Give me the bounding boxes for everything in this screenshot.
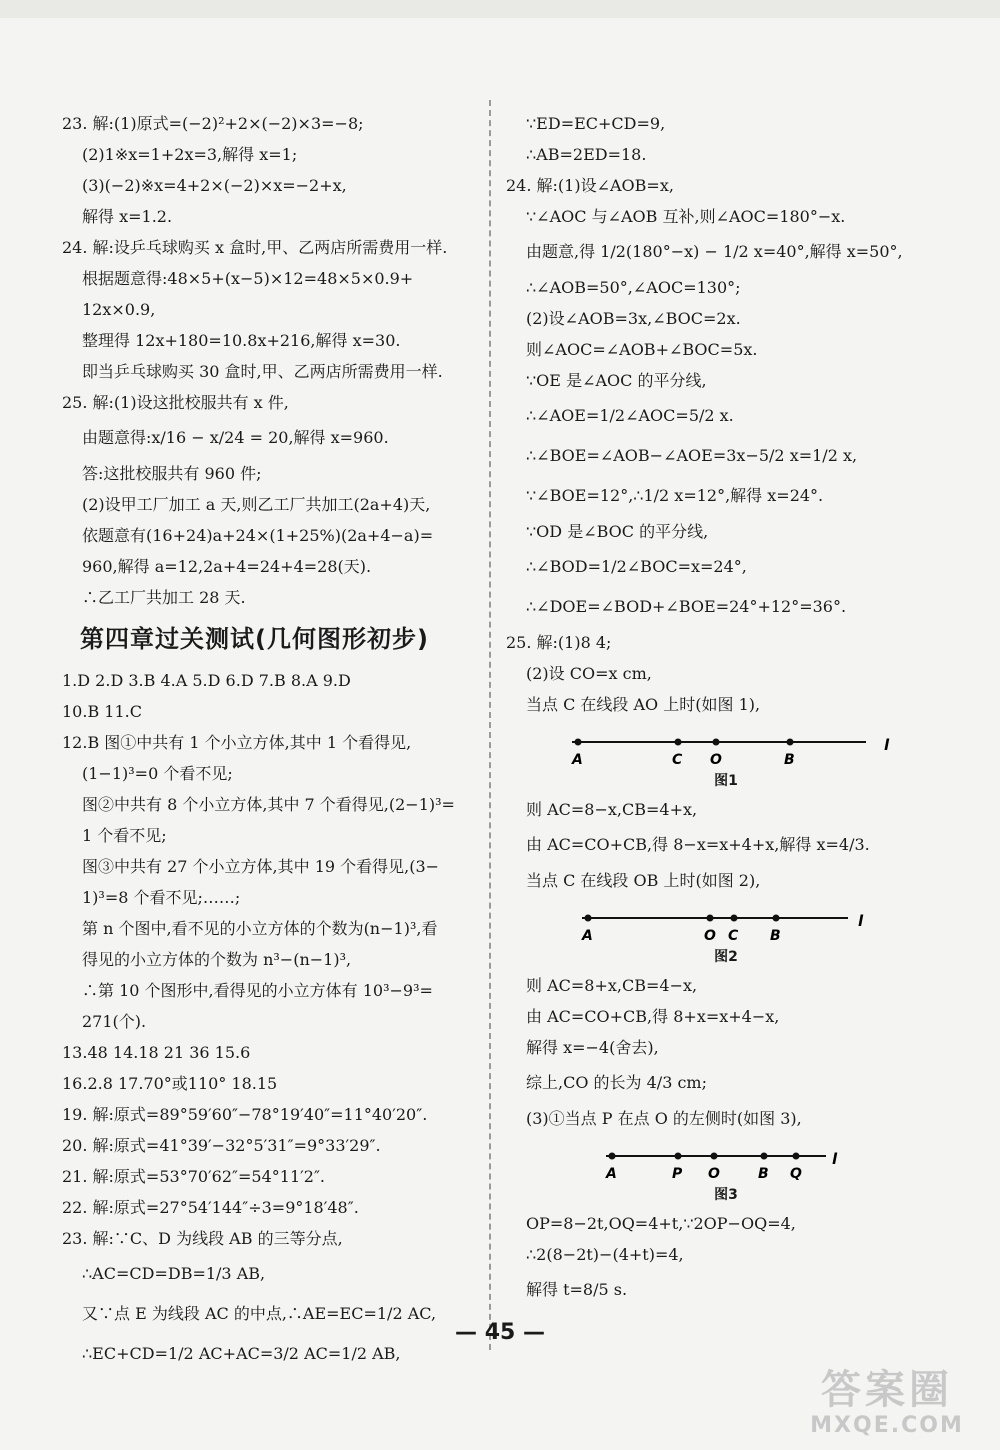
answer-line: 960,解得 a=12,2a+4=24+4=28(天). <box>82 557 372 576</box>
point-label: A <box>572 752 583 768</box>
column-divider <box>489 100 491 1350</box>
site-watermark <box>792 1367 982 1438</box>
point-label: C <box>728 928 739 944</box>
point-a <box>585 915 592 922</box>
point-label: O <box>710 752 722 768</box>
answer-line: 10.B 11.C <box>62 702 142 721</box>
answer-line: OP=8−2t,OQ=4+t,∵2OP−OQ=4, <box>526 1214 796 1233</box>
answer-line: 当点 C 在线段 AO 上时(如图 1), <box>526 695 761 714</box>
answer-line: ∴2(8−2t)−(4+t)=4, <box>526 1245 684 1264</box>
answer-line: (1−1)³=0 个看不见; <box>82 764 233 783</box>
point-q <box>793 1153 800 1160</box>
number-line-figure-3 <box>506 1134 946 1208</box>
point-o <box>711 1153 718 1160</box>
answer-line: ∴AB=2ED=18. <box>526 145 647 164</box>
figure-caption: 图3 <box>714 1187 738 1203</box>
point-label: Q <box>790 1166 802 1182</box>
answer-line: ∵∠BOE=12°,∴1/2 x=12°,解得 x=24°. <box>526 486 824 505</box>
answer-line: (2)设甲工厂加工 a 天,则乙工厂共加工(2a+4)天, <box>82 495 431 514</box>
answer-line: 25. 解:(1)设这批校服共有 x 件, <box>62 393 289 412</box>
answer-line: 由题意得:x/16 − x/24 = 20,解得 x=960. <box>82 428 389 447</box>
point-label: B <box>758 1166 769 1182</box>
answer-line: 12x×0.9, <box>82 300 156 319</box>
answer-line: 23. 解:(1)原式=(−2)²+2×(−2)×3=−8; <box>62 114 364 133</box>
answer-line: 当点 C 在线段 OB 上时(如图 2), <box>526 871 761 890</box>
point-c <box>675 739 682 746</box>
answer-line: 图②中共有 8 个小立方体,其中 7 个看得见,(2−1)³= <box>82 795 455 814</box>
figure-caption: 图1 <box>714 773 738 789</box>
answer-line: 13.48 14.18 21 36 15.6 <box>62 1043 251 1062</box>
answer-line: ∴∠BOE=∠AOB−∠AOE=3x−5/2 x=1/2 x, <box>526 446 858 465</box>
answer-line: 16.2.8 17.70°或110° 18.15 <box>62 1074 278 1093</box>
answer-line: (2)设∠AOB=3x,∠BOC=2x. <box>526 309 741 328</box>
answer-line: 23. 解:∵C、D 为线段 AB 的三等分点, <box>62 1229 343 1248</box>
page-top-edge <box>0 0 1000 18</box>
answer-line: 由题意,得 1/2(180°−x) − 1/2 x=40°,解得 x=50°, <box>526 242 903 261</box>
answer-line: 则∠AOC=∠AOB+∠BOC=5x. <box>526 340 758 359</box>
point-label: O <box>704 928 716 944</box>
point-o <box>713 739 720 746</box>
point-label: B <box>784 752 795 768</box>
left-column <box>62 108 482 1374</box>
answer-line: 25. 解:(1)8 4; <box>506 633 612 652</box>
answer-line: 答:这批校服共有 960 件; <box>82 464 262 483</box>
answer-line: 根据题意得:48×5+(x−5)×12=48×5×0.9+ <box>82 269 414 288</box>
answer-line: 又∵点 E 为线段 AC 的中点,∴AE=EC=1/2 AC, <box>82 1304 437 1323</box>
number-line-figure-2 <box>506 896 946 970</box>
answer-line: ∴EC+CD=1/2 AC+AC=3/2 AC=1/2 AB, <box>82 1344 401 1363</box>
answer-line: 图③中共有 27 个小立方体,其中 19 个看得见,(3− <box>82 857 440 876</box>
answer-line: (2)1※x=1+2x=3,解得 x=1; <box>82 145 298 164</box>
answer-line: 22. 解:原式=27°54′144″÷3=9°18′48″. <box>62 1198 359 1217</box>
watermark-text: 答案圈 <box>821 1367 953 1413</box>
point-c <box>731 915 738 922</box>
point-a <box>575 739 582 746</box>
watermark-url: MXQE.COM <box>810 1413 964 1438</box>
answer-line: ∴∠BOD=1/2∠BOC=x=24°, <box>526 557 747 576</box>
figure-caption: 图2 <box>714 949 738 965</box>
answer-line: 12.B 图①中共有 1 个小立方体,其中 1 个看得见, <box>62 733 412 752</box>
answer-line: ∴第 10 个图形中,看得见的小立方体有 10³−9³= <box>82 981 433 1000</box>
point-a <box>609 1153 616 1160</box>
answer-line: 1 个看不见; <box>82 826 167 845</box>
answer-line: 由 AC=CO+CB,得 8−x=x+4+x,解得 x=4/3. <box>526 835 870 854</box>
chapter-heading: 第四章过关测试(几何图形初步) <box>80 625 429 653</box>
point-label: B <box>770 928 781 944</box>
line-label: l <box>858 912 864 930</box>
answer-line: 24. 解:(1)设∠AOB=x, <box>506 176 674 195</box>
answer-line: 第 n 个图中,看不见的小立方体的个数为(n−1)³,看 <box>82 919 438 938</box>
point-label: A <box>582 928 593 944</box>
point-b <box>787 739 794 746</box>
answer-line: 解得 t=8/5 s. <box>526 1280 628 1299</box>
line-label: l <box>884 736 890 754</box>
point-label: P <box>672 1166 683 1182</box>
answer-line: 1)³=8 个看不见;……; <box>82 888 241 907</box>
point-b <box>761 1153 768 1160</box>
point-label: O <box>708 1166 720 1182</box>
answer-line: 由 AC=CO+CB,得 8+x=x+4−x, <box>526 1007 780 1026</box>
answer-line: ∵ED=EC+CD=9, <box>526 114 666 133</box>
answer-line: 解得 x=−4(舍去), <box>526 1038 659 1057</box>
answer-line: ∴AC=CD=DB=1/3 AB, <box>82 1264 266 1283</box>
answer-line: 综上,CO 的长为 4/3 cm; <box>526 1073 707 1092</box>
answer-line: 21. 解:原式=53°70′62″=54°11′2″. <box>62 1167 326 1186</box>
point-p <box>675 1153 682 1160</box>
answer-line: 20. 解:原式=41°39′−32°5′31″=9°33′29″. <box>62 1136 381 1155</box>
answer-line: 即当乒乓球购买 30 盒时,甲、乙两店所需费用一样. <box>82 362 443 381</box>
answer-line: 24. 解:设乒乓球购买 x 盒时,甲、乙两店所需费用一样. <box>62 238 448 257</box>
answer-line: 依题意有(16+24)a+24×(1+25%)(2a+4−a)= <box>82 526 434 545</box>
right-column <box>506 108 946 1310</box>
page-number: — 45 — <box>455 1320 545 1345</box>
answer-line: ∴乙工厂共加工 28 天. <box>82 588 246 607</box>
answer-line: 则 AC=8−x,CB=4+x, <box>526 800 698 819</box>
number-line-figure-1 <box>506 720 946 794</box>
answer-line: (3)(−2)※x=4+2×(−2)×x=−2+x, <box>82 176 347 195</box>
answer-line: 1.D 2.D 3.B 4.A 5.D 6.D 7.B 8.A 9.D <box>62 671 351 690</box>
answer-line: ∴∠AOE=1/2∠AOC=5/2 x. <box>526 406 734 425</box>
answer-line: 解得 x=1.2. <box>82 207 173 226</box>
answer-line: (2)设 CO=x cm, <box>526 664 652 683</box>
answer-line: 271(个). <box>82 1012 147 1031</box>
answer-line: ∴∠DOE=∠BOD+∠BOE=24°+12°=36°. <box>526 597 847 616</box>
answer-line: 19. 解:原式=89°59′60″−78°19′40″=11°40′20″. <box>62 1105 428 1124</box>
answer-line: ∵∠AOC 与∠AOB 互补,则∠AOC=180°−x. <box>526 207 846 226</box>
answer-line: (3)①当点 P 在点 O 的左侧时(如图 3), <box>526 1109 802 1128</box>
answer-line: 则 AC=8+x,CB=4−x, <box>526 976 698 995</box>
answer-line: ∵OD 是∠BOC 的平分线, <box>526 522 709 541</box>
point-o <box>707 915 714 922</box>
answer-line: ∴∠AOB=50°,∠AOC=130°; <box>526 278 741 297</box>
point-b <box>773 915 780 922</box>
point-label: C <box>672 752 683 768</box>
point-label: A <box>606 1166 617 1182</box>
answer-line: 得见的小立方体的个数为 n³−(n−1)³, <box>82 950 352 969</box>
answer-line: ∵OE 是∠AOC 的平分线, <box>526 371 707 390</box>
answer-line: 整理得 12x+180=10.8x+216,解得 x=30. <box>82 331 401 350</box>
line-label: l <box>832 1150 838 1168</box>
